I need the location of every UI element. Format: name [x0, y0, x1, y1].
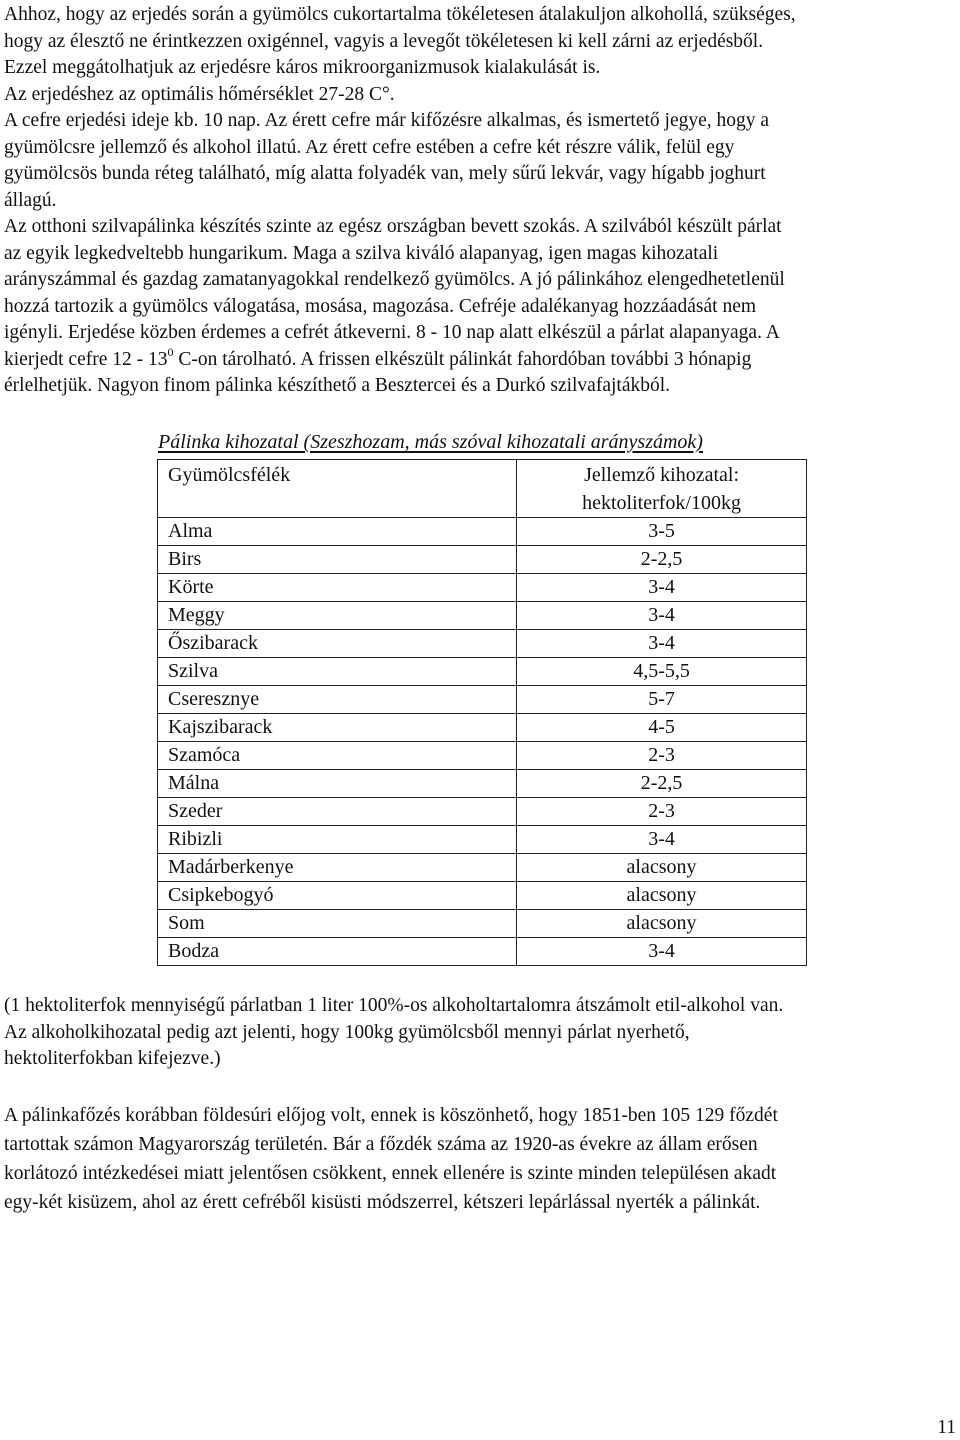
- fruit-cell: Körte: [158, 574, 517, 602]
- yield-cell: 3-4: [517, 826, 807, 854]
- yield-cell: 3-4: [517, 574, 807, 602]
- text-line: arányszámmal és gazdag zamatanyagokkal rendelkező gyümölcs. A jó pálinkához elengedhetetlenül: [4, 269, 785, 290]
- yield-table: [157, 459, 807, 966]
- fruit-cell: Alma: [158, 518, 517, 546]
- text-line: igényli. Erjedése közben érdemes a cefrét átkeverni. 8 - 10 nap alatt elkészül a párlat alapanyaga. A: [4, 322, 780, 343]
- table-row: [158, 910, 807, 938]
- yield-cell: 2-3: [517, 798, 807, 826]
- text-line: Az alkoholkihozatal pedig azt jelenti, hogy 100kg gyümölcsből mennyi párlat nyerhető,: [4, 1021, 690, 1043]
- yield-cell: 2-2,5: [517, 770, 807, 798]
- table-row: [158, 882, 807, 910]
- yield-cell: 3-4: [517, 938, 807, 966]
- fruit-cell: Kajszibarack: [158, 714, 517, 742]
- table-row: [158, 714, 807, 742]
- text-line: állagú.: [4, 189, 57, 211]
- fruit-cell: Csipkebogyó: [158, 882, 517, 910]
- table-row: [158, 686, 807, 714]
- table-row: [158, 770, 807, 798]
- table-row: [158, 826, 807, 854]
- text-line: A cefre erjedési ideje kb. 10 nap. Az érett cefre már kifőzésre alkalmas, és ismertető jegye, hogy a: [4, 110, 770, 131]
- text-line: egy-két kisüzem, ahol az érett cefréből kisüsti módszerrel, kétszeri lepárlással nyerték a pálinkát.: [4, 1192, 761, 1213]
- yield-cell: 2-3: [517, 742, 807, 770]
- text-line: Az otthoni szilvapálinka készítés szinte az egész országban bevett szokás. A szilvából készült párlat: [4, 216, 782, 237]
- yield-cell: alacsony: [517, 854, 807, 882]
- fruit-cell: Som: [158, 910, 517, 938]
- table-row: [158, 546, 807, 574]
- fruit-cell: Ribizli: [158, 826, 517, 854]
- closing-paragraph: [4, 1101, 956, 1217]
- yield-cell: 4,5-5,5: [517, 658, 807, 686]
- degree-superscript: 0: [167, 344, 174, 359]
- table-row: [158, 798, 807, 826]
- text-line: korlátozó intézkedései miatt jelentősen csökkent, ennek ellenére is szinte minden településen akadt: [4, 1163, 777, 1184]
- yield-cell: 5-7: [517, 686, 807, 714]
- yield-cell: alacsony: [517, 910, 807, 938]
- fruit-cell: Málna: [158, 770, 517, 798]
- text-line: Ezzel meggátolhatjuk az erjedésre káros mikroorganizmusok kialakulását is.: [4, 57, 601, 78]
- text-line: érlelhetjük. Nagyon finom pálinka készíthető a Besztercei és a Durkó szilvafajtákból.: [4, 375, 671, 396]
- storage-text-end: C-on tárolható. A frissen elkészült pálinkát fahordóban további 3 hónapig: [173, 348, 752, 370]
- header-yield-unit: hektoliterfok/100kg: [582, 492, 741, 514]
- fruit-cell: Madárberkenye: [158, 854, 517, 882]
- header-yield: [517, 460, 807, 518]
- fruit-cell: Őszibarack: [158, 630, 517, 658]
- text-line: A pálinkafőzés korábban földesúri előjog volt, ennek is köszönhető, hogy 1851-ben 105 129 főzdét: [4, 1105, 778, 1126]
- text-line: Ahhoz, hogy az erjedés során a gyümölcs cukortartalma tökéletesen átalakuljon alkohollá, szükséges,: [4, 4, 796, 25]
- text-line: hogy az élesztő ne érintkezzen oxigénnel, vagyis a levegőt tökéletesen ki kell zárni az erjedésből.: [4, 30, 764, 52]
- fruit-cell: Cseresznye: [158, 686, 517, 714]
- yield-cell: 2-2,5: [517, 546, 807, 574]
- fruit-cell: Birs: [158, 546, 517, 574]
- text-line: tartottak számon Magyarország területén. Bár a főzdék száma az 1920-as évekre az állam erősen: [4, 1134, 758, 1155]
- yield-cell: 3-5: [517, 518, 807, 546]
- table-header-row: [158, 460, 807, 518]
- storage-text-start: kierjedt cefre 12 - 13: [4, 348, 168, 370]
- fruit-cell: Szeder: [158, 798, 517, 826]
- table-row: [158, 630, 807, 658]
- table-row: [158, 658, 807, 686]
- yield-cell: 3-4: [517, 630, 807, 658]
- text-line: hektoliterfokban kifejezve.): [4, 1048, 221, 1069]
- table-row: [158, 854, 807, 882]
- storage-temperature-line: [4, 344, 956, 374]
- table-row: [158, 602, 807, 630]
- intro-text: [4, 2, 956, 400]
- fruit-cell: Szamóca: [158, 742, 517, 770]
- text-line: gyümölcsös bunda réteg található, míg alatta folyadék van, mely sűrű lekvár, vagy hígabb joghurt: [4, 163, 766, 184]
- text-line: Az erjedéshez az optimális hőmérséklet 27-28 C°.: [4, 83, 395, 105]
- table-row: [158, 518, 807, 546]
- yield-cell: 3-4: [517, 602, 807, 630]
- yield-cell: 4-5: [517, 714, 807, 742]
- fruit-cell: Szilva: [158, 658, 517, 686]
- fruit-cell: Bodza: [158, 938, 517, 966]
- table-title: Pálinka kihozatal (Szeszhozam, más szóval kihozatali arányszámok): [158, 431, 703, 453]
- yield-cell: alacsony: [517, 882, 807, 910]
- footnote: [4, 993, 956, 1073]
- text-line: hozzá tartozik a gyümölcs válogatása, mosása, magozása. Cefréje adalékanyag hozzáadását nem: [4, 295, 757, 317]
- table-row: [158, 742, 807, 770]
- header-yield-line: Jellemző kihozatal:: [584, 464, 740, 486]
- fruit-cell: Meggy: [158, 602, 517, 630]
- table-row: [158, 938, 807, 966]
- header-fruit: Gyümölcsfélék: [158, 460, 517, 518]
- text-line: az egyik legkedveltebb hungarikum. Maga a szilva kiváló alapanyag, igen magas kihozatali: [4, 242, 719, 264]
- table-row: [158, 574, 807, 602]
- page-number: 11: [937, 1417, 956, 1438]
- text-line: (1 hektoliterfok mennyiségű párlatban 1 liter 100%-os alkoholtartalomra átszámolt etil-alkohol van.: [4, 995, 784, 1016]
- text-line: gyümölcsre jellemző és alkohol illatú. Az érett cefre estében a cefre két részre válik, felül egy: [4, 136, 735, 158]
